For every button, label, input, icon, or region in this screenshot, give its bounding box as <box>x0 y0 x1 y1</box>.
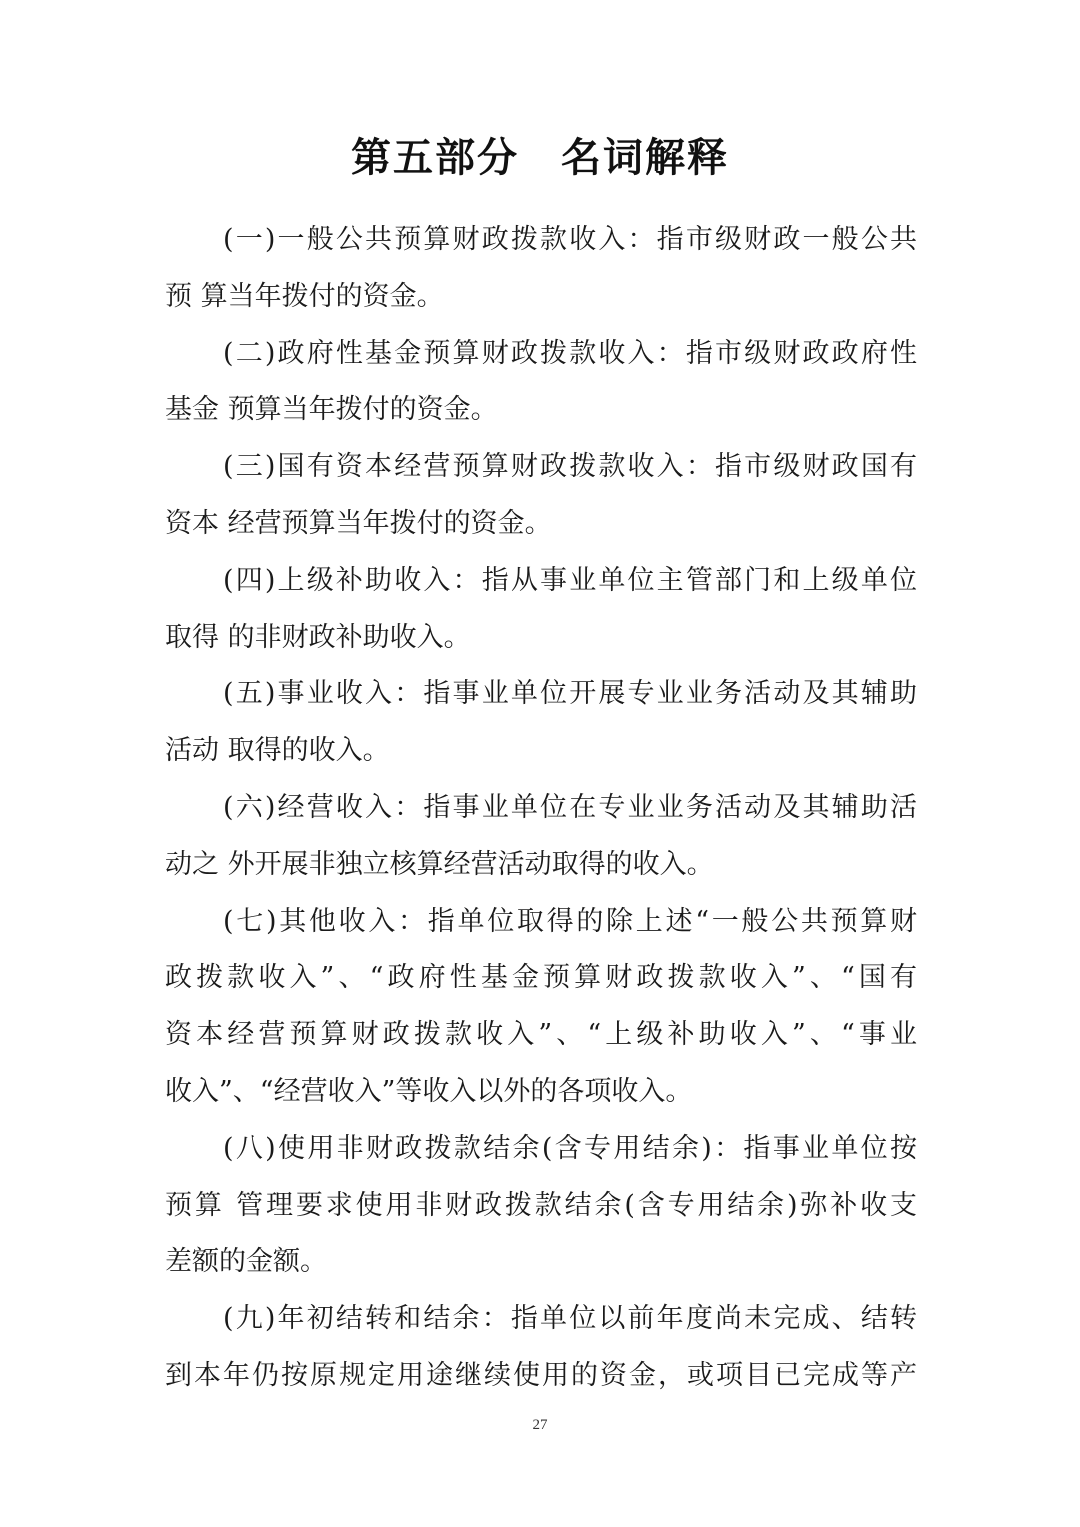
paragraph-6-line-2: 动之 外开展非独立核算经营活动取得的收入。 <box>165 848 714 880</box>
page-title: 第五部分 名词解释 <box>351 135 729 181</box>
paragraph-5-line-2: 活动 取得的收入。 <box>165 735 390 767</box>
page-number: 27 <box>532 1417 548 1433</box>
paragraph-7-line-3: 资本经营预算财政拨款收入”、“上级补助收入”、“事业 <box>165 1019 917 1051</box>
paragraph-7-line-1: (七)其他收入：指单位取得的除上述“一般公共预算财 <box>223 905 917 937</box>
paragraph-7-line-2: 政拨款收入”、“政府性基金预算财政拨款收入”、“国有 <box>165 962 917 994</box>
definitions-body <box>165 212 917 1405</box>
paragraph-3-line-1: (三)国有资本经营预算财政拨款收入：指市级财政国有 <box>223 451 917 483</box>
paragraph-8-line-3: 差额的金额。 <box>165 1246 327 1278</box>
paragraph-6-line-1: (六)经营收入：指事业单位在专业业务活动及其辅助活 <box>223 791 917 823</box>
paragraph-3-line-2: 资本 经营预算当年拨付的资金。 <box>165 507 552 539</box>
paragraph-7-line-4: 收入”、“经营收入”等收入以外的各项收入。 <box>165 1075 693 1107</box>
paragraph-4-line-1: (四)上级补助收入：指从事业单位主管部门和上级单位 <box>223 564 917 596</box>
paragraph-5-line-1: (五)事业收入：指事业单位开展专业业务活动及其辅助 <box>223 678 917 710</box>
paragraph-2-line-2: 基金 预算当年拨付的资金。 <box>165 394 498 426</box>
paragraph-9-line-1: (九)年初结转和结余：指单位以前年度尚未完成、结转 <box>223 1303 917 1335</box>
paragraph-8-line-1: (八)使用非财政拨款结余(含专用结余)：指事业单位按 <box>223 1132 917 1164</box>
paragraph-1-line-1: (一)一般公共预算财政拨款收入：指市级财政一般公共 <box>223 224 917 255</box>
paragraph-8-line-2: 预算 管理要求使用非财政拨款结余(含专用结余)弥补收支 <box>165 1189 917 1221</box>
paragraph-9-line-2: 到本年仍按原规定用途继续使用的资金，或项目已完成等产 <box>165 1359 917 1391</box>
paragraph-4-line-2: 取得 的非财政补助收入。 <box>165 621 471 653</box>
paragraph-2-line-1: (二)政府性基金预算财政拨款收入：指市级财政政府性 <box>223 337 917 369</box>
paragraph-1-line-2: 预 算当年拨付的资金。 <box>165 280 444 312</box>
